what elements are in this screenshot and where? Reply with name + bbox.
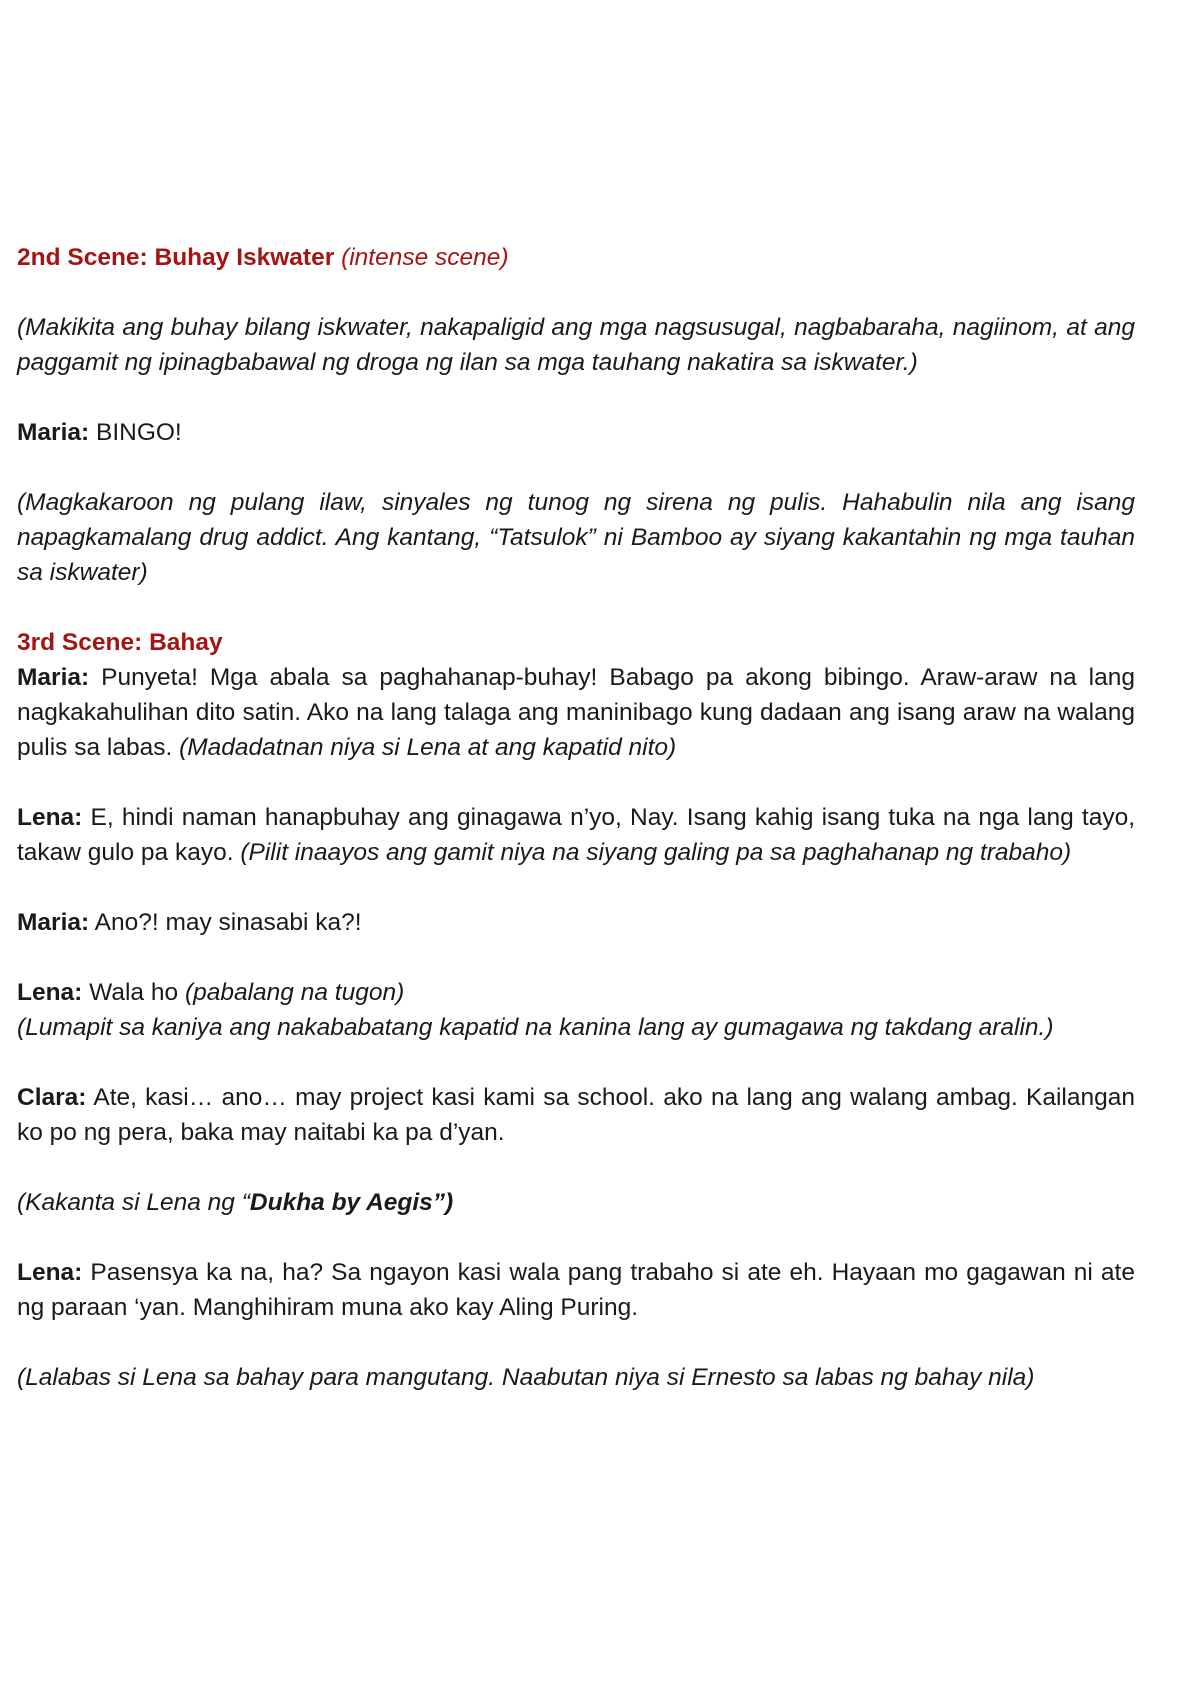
dialogue-maria-1 — [17, 660, 1135, 765]
dialogue-maria-2 — [17, 905, 1135, 940]
speaker-label: Clara: — [17, 1084, 87, 1111]
dialogue-text: Ano?! may sinasabi ka?! — [89, 909, 362, 936]
dialogue-lena-3 — [17, 1255, 1135, 1325]
speaker-label: Lena: — [17, 979, 83, 1006]
scene2-heading-title: 2nd Scene: Buhay Iskwater — [17, 244, 335, 271]
song-prefix: (Kakanta si Lena ng “ — [17, 1189, 250, 1216]
stage-direction-4: (Lalabas si Lena sa bahay para mangutang. Naabutan niya si Ernesto sa labas ng bahay nila) — [17, 1364, 1035, 1391]
dialogue-text: Wala ho — [82, 979, 185, 1006]
script-page — [17, 240, 1135, 1395]
song-suffix: ”) — [432, 1189, 454, 1216]
speaker-label: Maria: — [17, 909, 90, 936]
speaker-label: Lena: — [17, 804, 83, 831]
scene2-heading — [17, 240, 1135, 275]
stage-direction-3: (Lumapit sa kaniya ang nakababatang kapatid na kanina lang ay gumagawa ng takdang aralin.) — [17, 1014, 1054, 1041]
speaker-label: Lena: — [17, 1259, 83, 1286]
song-title: Dukha by Aegis — [249, 1189, 433, 1216]
dialogue-text: Ate, kasi… ano… may project kasi kami sa school. ako na lang ang walang ambag. Kailangan ko po ng pera, baka may naitabi ka pa d’yan. — [17, 1084, 1135, 1146]
speaker-label: Maria: — [17, 419, 90, 446]
scene3-heading: 3rd Scene: Bahay — [17, 629, 223, 656]
inline-direction: (Madadatnan niya si Lena at ang kapatid nito) — [179, 734, 677, 761]
stage-direction-1: (Makikita ang buhay bilang iskwater, nakapaligid ang mga nagsusugal, nagbabaraha, nagiinom, at ang paggamit ng ipinagbabawal ng droga ng ilan sa mga tauhang nakatira sa iskwater.) — [17, 314, 1135, 376]
dialogue-text: Punyeta! Mga abala sa paghahanap-buhay! Babago pa akong bibingo. Araw-araw na lang nagkakahulihan dito satin. Ako na lang talaga ang maninibago kung dadaan ang isang araw na walang pulis sa labas. — [17, 664, 1135, 761]
dialogue-lena-2 — [17, 975, 1135, 1010]
dialogue-clara-1 — [17, 1080, 1135, 1150]
dialogue-text: E, hindi naman hanapbuhay ang ginagawa n’yo, Nay. Isang kahig isang tuka na nga lang tayo, takaw gulo pa kayo. — [17, 804, 1135, 866]
stage-direction-2: (Magkakaroon ng pulang ilaw, sinyales ng tunog ng sirena ng pulis. Hahabulin nila ang isang napagkamalang drug addict. Ang kantang, “Tatsulok” ni Bamboo ay siyang kakantahin ng mga tauhan sa iskwater) — [17, 489, 1135, 586]
song-direction — [17, 1185, 1135, 1220]
dialogue-lena-1 — [17, 800, 1135, 870]
dialogue-text: BINGO! — [89, 419, 182, 446]
speaker-label: Maria: — [17, 664, 90, 691]
inline-direction: (pabalang na tugon) — [184, 979, 405, 1006]
dialogue-text: Pasensya ka na, ha? Sa ngayon kasi wala pang trabaho si ate eh. Hayaan mo gagawan ni ate ng paraan ‘yan. Manghihiram muna ako kay Aling Puring. — [17, 1259, 1135, 1321]
scene2-heading-note: (intense scene) — [341, 244, 509, 271]
inline-direction: (Pilit inaayos ang gamit niya na siyang galing pa sa paghahanap ng trabaho) — [240, 839, 1072, 866]
dialogue-maria-bingo — [17, 415, 1135, 450]
